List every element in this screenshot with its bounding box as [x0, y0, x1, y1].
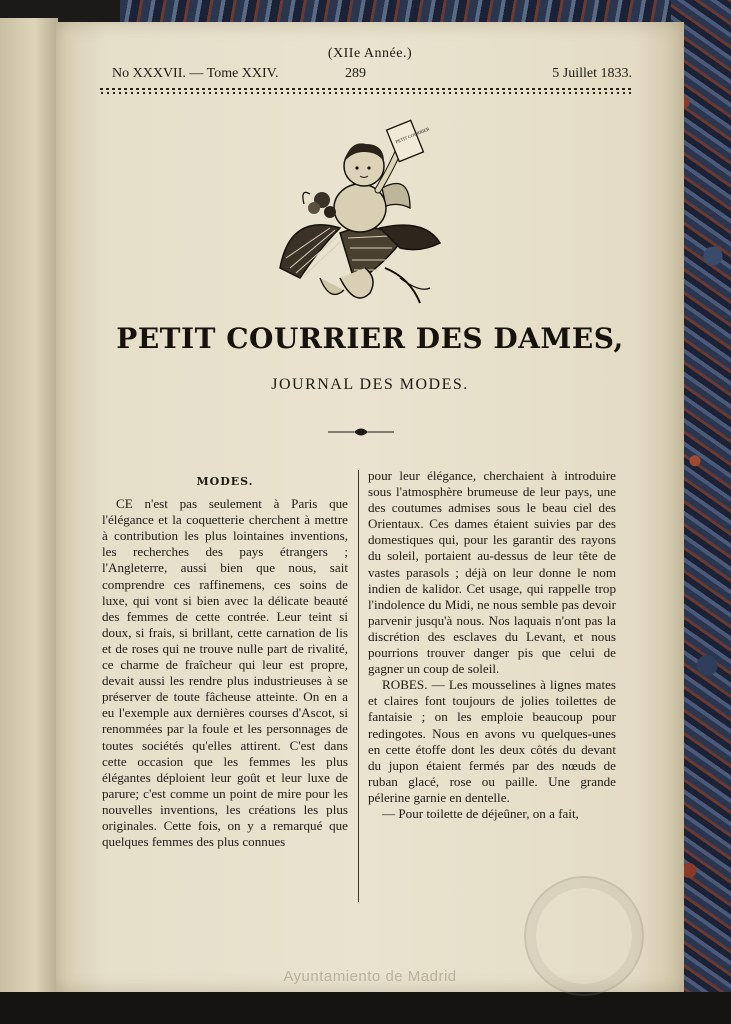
- masthead-subtitle: JOURNAL DES MODES.: [271, 376, 469, 393]
- masthead-title: PETIT COURRIER DES DAMES,: [116, 322, 624, 355]
- article-paragraph: CE n'est pas seulement à Paris que l'élégance et la coquetterie cherchent à mettre à contribution les plus lointaines inventions, les recherches des pays étrangers ; l'Angleterre, aussi bien que nous, sait comprendre ces raffinemens, ces soins de luxe, qui vont si bien avec la délicate beauté des femmes de cette contrée. Leur teint si doux, si frais, si brillant, cette carnation de lis et de roses qui ne trouve nulle part de rivalité, ce charme de fraîcheur qui leur est propre, devait aussi les rendre plus industrieuses à se préserver de toute fâcheuse atteinte. On en a eu l'exemple aux dernières courses d'Ascot, si renommées par la foule et les personnages de toutes sociétés qu'elles attirent. C'est dans cette occasion que les femmes les plus élégantes déploient leur goût et leur luxe de parure; c'est comme un point de mire pour les nouvelles inventions, les créations les plus originales. Cette fois, on y a remarqué que quelques femmes des plus connues: [102, 496, 348, 850]
- cherub-with-fan-icon: [260, 118, 446, 318]
- ornament-divider-icon: [326, 426, 396, 438]
- year-label: (XIIe Année.): [327, 46, 413, 61]
- column-divider: [358, 470, 359, 902]
- section-title: MODES.: [196, 475, 254, 488]
- bottom-edge: [0, 992, 731, 1024]
- page-number: 289: [345, 66, 366, 81]
- issue-number: No XXXVII. — Tome XXIV.: [112, 66, 279, 81]
- watermark: Ayuntamiento de Madrid: [283, 968, 457, 985]
- issue-date: 5 Juillet 1833.: [552, 66, 632, 81]
- facing-page-edge: [0, 18, 58, 994]
- ornamental-rule: [100, 88, 632, 94]
- journal-page: [56, 22, 684, 992]
- running-head: [112, 66, 632, 86]
- booklet-label: PETIT COURRIER: [394, 126, 431, 145]
- article-paragraph-robes: ROBES. — Les mousselines à lignes mates et claires font toujours de jolies toilettes de fantaisie ; on les emploie beaucoup pour redingotes. Nous en avons vu quelques-unes en cette étoffe dont les deux côtés du devant du jupon étaient fermés par des nœuds de ruban glacé, rose ou paille. Une grande pélerine garnie en dentelle.: [368, 677, 616, 805]
- article-paragraph-continued: — Pour toilette de déjeûner, on a fait,: [382, 805, 579, 821]
- article-left-column: [102, 474, 348, 850]
- top-binding-edge: [120, 0, 731, 22]
- article-right-column: [368, 468, 616, 822]
- article-paragraph: pour leur élégance, cherchaient à introduire sous l'atmosphère brumeuse de leur pays, une des coutumes admises sous le beau ciel des Orientaux. Ces dames étaient suivies par des domestiques qui, pour les garantir des rayons du soleil, portaient au-dessus de leur tête de vastes parasols ; déjà on leur donne le nom indien de kalidor. Cet usage, qui rappelle trop l'indolence du Midi, ne nous semble pas devoir parvenir jusqu'à nous. Nos laquais n'ont pas la discrétion des esclaves du Levant, et nous pourrions trouver danger pis que celui de gagner un coup de soleil.: [368, 468, 616, 677]
